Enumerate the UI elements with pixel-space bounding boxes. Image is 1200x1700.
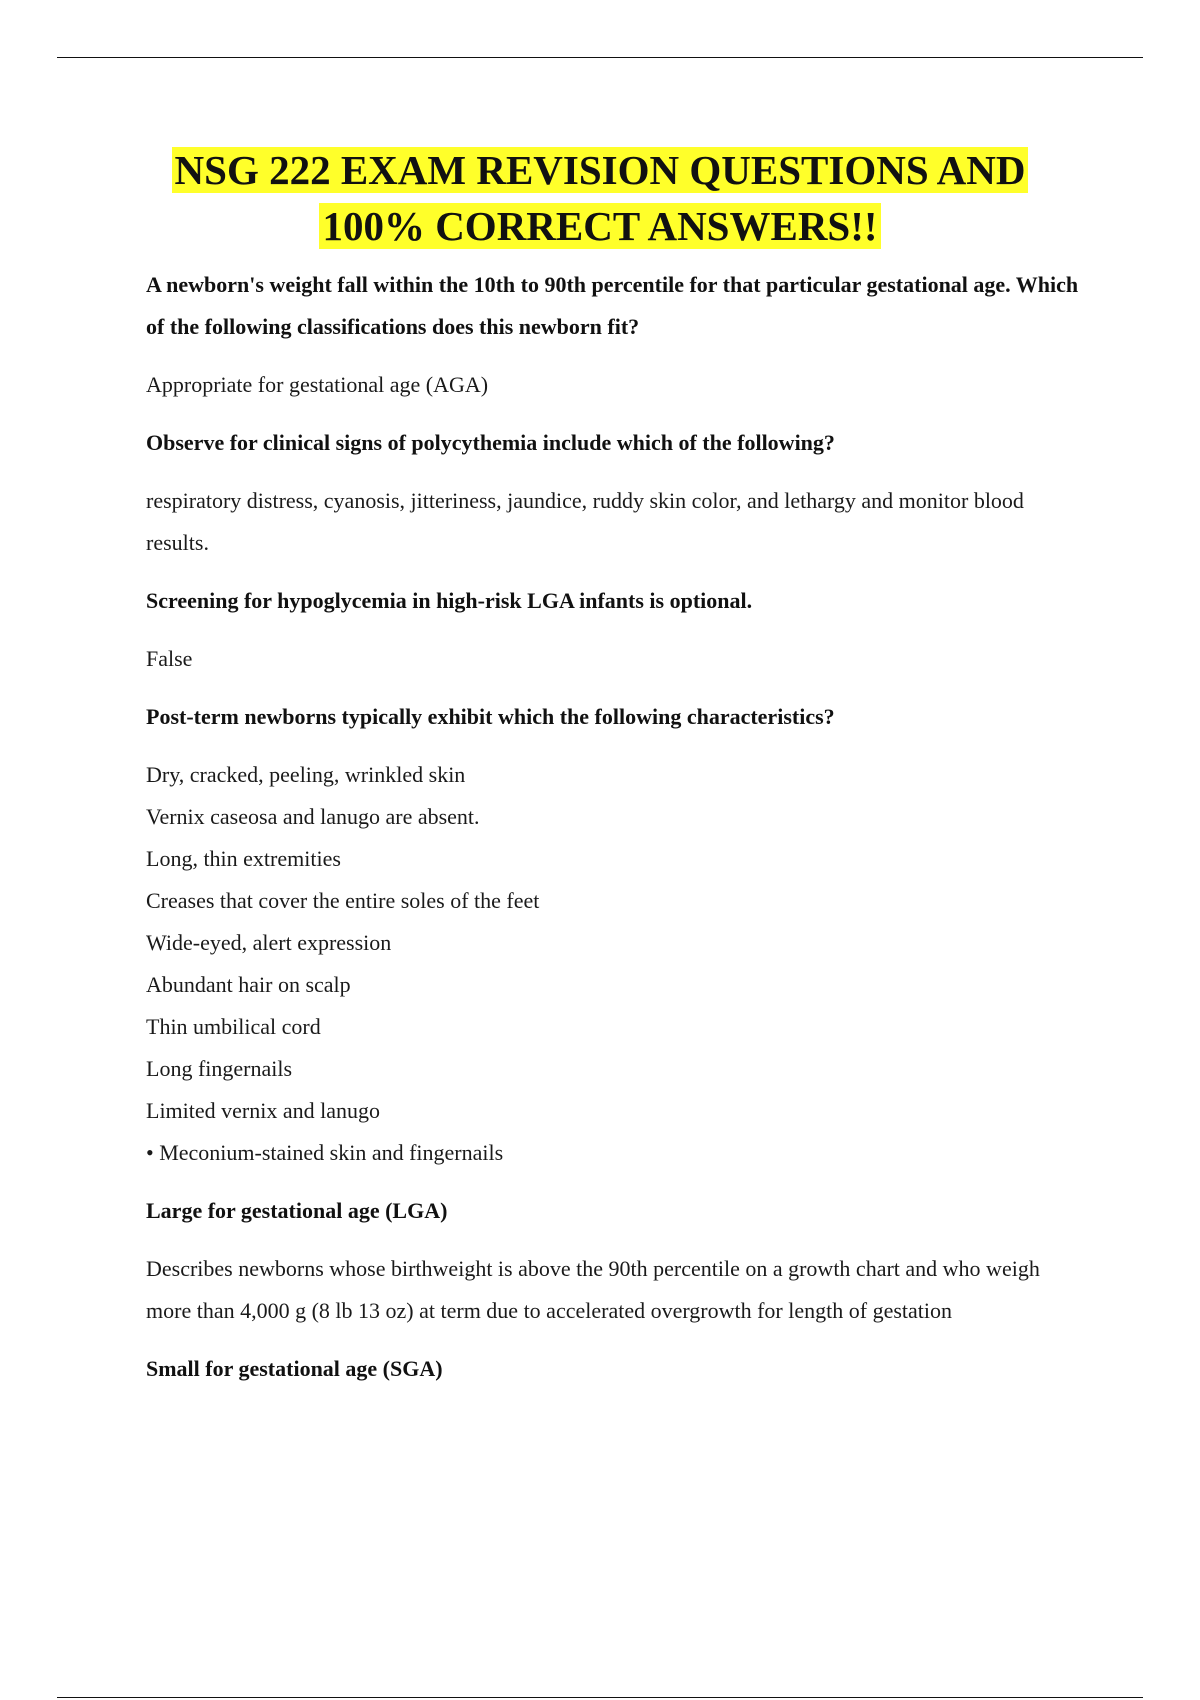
list-item: Vernix caseosa and lanugo are absent.: [146, 804, 480, 829]
bottom-rule: [57, 1697, 1143, 1698]
question-2: Observe for clinical signs of polycythemia include which of the following?: [146, 430, 835, 455]
question-3: Screening for hypoglycemia in high-risk LGA infants is optional.: [146, 588, 753, 613]
title-line-2: 100% CORRECT ANSWERS!!: [319, 203, 880, 249]
title-line-1: NSG 222 EXAM REVISION QUESTIONS AND: [172, 147, 1029, 193]
document-title: [0, 142, 1200, 254]
list-item: Long, thin extremities: [146, 846, 341, 871]
question-1: A newborn's weight fall within the 10th to 90th percentile for that particular gestational age. Which of the following classifications does this newborn fit?: [146, 272, 1079, 339]
answer-3: False: [146, 646, 193, 671]
list-item: Creases that cover the entire soles of the feet: [146, 888, 540, 913]
answer-2: respiratory distress, cyanosis, jitteriness, jaundice, ruddy skin color, and lethargy and monitor blood results.: [146, 488, 1024, 555]
list-item: Long fingernails: [146, 1056, 293, 1081]
list-item: • Meconium-stained skin and fingernails: [146, 1140, 504, 1165]
answer-4-list: [146, 754, 1086, 1174]
answer-5: Describes newborns whose birthweight is above the 90th percentile on a growth chart and who weigh more than 4,000 g (8 lb 13 oz) at term due to accelerated overgrowth for length of gestation: [146, 1256, 1040, 1323]
question-6: Small for gestational age (SGA): [146, 1356, 443, 1381]
list-item: Thin umbilical cord: [146, 1014, 321, 1039]
list-item: Limited vernix and lanugo: [146, 1098, 380, 1123]
answer-1: Appropriate for gestational age (AGA): [146, 372, 489, 397]
qa-content: [146, 264, 1086, 1390]
question-5: Large for gestational age (LGA): [146, 1198, 448, 1223]
list-item: Abundant hair on scalp: [146, 972, 351, 997]
list-item: Dry, cracked, peeling, wrinkled skin: [146, 762, 466, 787]
question-4: Post-term newborns typically exhibit which the following characteristics?: [146, 704, 835, 729]
list-item: Wide-eyed, alert expression: [146, 930, 392, 955]
top-rule: [57, 57, 1143, 58]
